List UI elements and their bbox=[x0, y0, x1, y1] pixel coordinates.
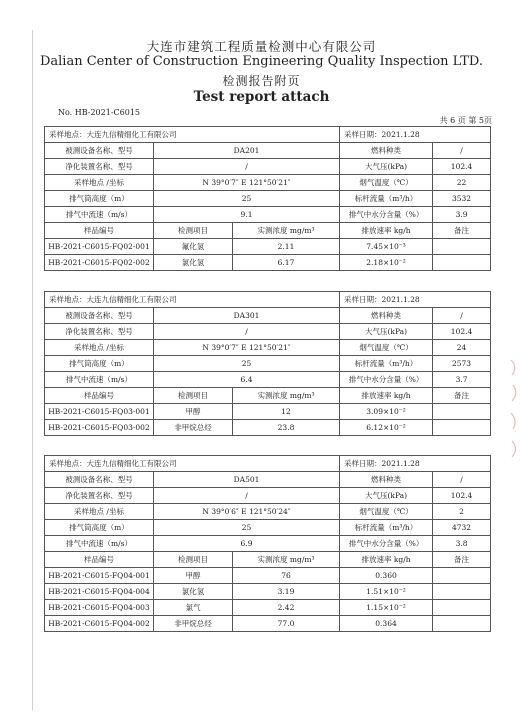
moisture-value: 3.7 bbox=[433, 372, 491, 388]
sampling-date-cell: 采样日期：2021.1.28 bbox=[340, 127, 491, 143]
velocity-value: 6.4 bbox=[154, 372, 340, 388]
purifier-value: / bbox=[154, 488, 340, 504]
sample-no-header: 样品编号 bbox=[45, 388, 154, 404]
height-label: 排气筒高度（m） bbox=[45, 191, 154, 207]
sampling-site-cell: 采样地点：大连九信精细化工有限公司 bbox=[45, 292, 340, 308]
fuel-value: / bbox=[433, 472, 491, 488]
rate-header: 排放速率 kg/h bbox=[340, 223, 433, 239]
purifier-label: 净化装置名称、型号 bbox=[45, 159, 154, 175]
conc-value: 6.17 bbox=[233, 255, 340, 271]
sample-no-header: 样品编号 bbox=[45, 223, 154, 239]
table-row bbox=[45, 239, 491, 255]
velocity-row bbox=[45, 207, 491, 223]
coords-value: N 39°0′6″ E 121°50′24″ bbox=[154, 504, 340, 520]
location-row bbox=[45, 175, 491, 191]
test-item: 氯化氢 bbox=[154, 255, 233, 271]
test-item: 非甲烷总烃 bbox=[154, 616, 233, 632]
pressure-label: 大气压(kPa) bbox=[340, 488, 433, 504]
remark-value bbox=[433, 600, 491, 616]
table-row bbox=[45, 255, 491, 271]
seam-stamp-mark bbox=[508, 355, 522, 465]
location-row bbox=[45, 340, 491, 356]
height-row bbox=[45, 191, 491, 207]
table-row bbox=[45, 600, 491, 616]
remark-value bbox=[433, 239, 491, 255]
rate-value: 0.364 bbox=[340, 616, 433, 632]
purifier-label: 净化装置名称、型号 bbox=[45, 324, 154, 340]
test-section-1 bbox=[44, 126, 491, 271]
pressure-label: 大气压(kPa) bbox=[340, 324, 433, 340]
table-row bbox=[45, 404, 491, 420]
equipment-row bbox=[45, 308, 491, 324]
height-row bbox=[45, 520, 491, 536]
moisture-label: 排气中水分含量（%） bbox=[340, 372, 433, 388]
rate-value: 6.12×10⁻² bbox=[340, 420, 433, 436]
sample-no: HB-2021-C6015-FQ04-002 bbox=[45, 616, 154, 632]
conc-header: 实测浓度 mg/m³ bbox=[233, 388, 340, 404]
location-label: 采样地点 /坐标 bbox=[45, 340, 154, 356]
location-label: 采样地点 /坐标 bbox=[45, 504, 154, 520]
equipment-value: DA501 bbox=[154, 472, 340, 488]
velocity-row bbox=[45, 372, 491, 388]
test-item-header: 检测项目 bbox=[154, 223, 233, 239]
equipment-row bbox=[45, 143, 491, 159]
purifier-value: / bbox=[154, 159, 340, 175]
site-row bbox=[45, 292, 491, 308]
conc-value: 2.11 bbox=[233, 239, 340, 255]
test-item: 氯化氢 bbox=[154, 584, 233, 600]
sample-no: HB-2021-C6015-FQ02-002 bbox=[45, 255, 154, 271]
table-row bbox=[45, 420, 491, 436]
sampling-date-cell: 采样日期：2021.1.28 bbox=[340, 456, 491, 472]
test-item-header: 检测项目 bbox=[154, 552, 233, 568]
height-value: 25 bbox=[154, 356, 340, 372]
temp-label: 烟气温度（℃） bbox=[340, 504, 433, 520]
sample-no: HB-2021-C6015-FQ04-001 bbox=[45, 568, 154, 584]
sampling-date-cell: 采样日期：2021.1.28 bbox=[340, 292, 491, 308]
flow-label: 标杆流量（m³/h） bbox=[340, 520, 433, 536]
conc-value: 2.42 bbox=[233, 600, 340, 616]
fuel-label: 燃料种类 bbox=[340, 143, 433, 159]
rate-value: 2.18×10⁻² bbox=[340, 255, 433, 271]
equipment-label: 被测设备名称、型号 bbox=[45, 472, 154, 488]
site-row bbox=[45, 127, 491, 143]
seam-stamp-icon bbox=[508, 355, 522, 465]
table-row bbox=[45, 616, 491, 632]
rate-value: 0.360 bbox=[340, 568, 433, 584]
moisture-label: 排气中水分含量（%） bbox=[340, 536, 433, 552]
conc-header: 实测浓度 mg/m³ bbox=[233, 223, 340, 239]
velocity-label: 排气中流速（m/s） bbox=[45, 372, 154, 388]
coords-value: N 39°0′7″ E 121°50′21″ bbox=[154, 175, 340, 191]
sample-no: HB-2021-C6015-FQ04-003 bbox=[45, 600, 154, 616]
velocity-value: 6.9 bbox=[154, 536, 340, 552]
org-name-en: Dalian Center of Construction Engineering Quality Inspection LTD. bbox=[39, 54, 484, 69]
remark-value bbox=[433, 404, 491, 420]
temp-value: 22 bbox=[433, 175, 491, 191]
moisture-value: 3.9 bbox=[433, 207, 491, 223]
location-label: 采样地点 /坐标 bbox=[45, 175, 154, 191]
test-item: 甲醇 bbox=[154, 568, 233, 584]
pressure-value: 102.4 bbox=[433, 324, 491, 340]
remark-header: 备注 bbox=[433, 388, 491, 404]
equipment-value: DA301 bbox=[154, 308, 340, 324]
location-row bbox=[45, 504, 491, 520]
report-number: No. HB-2021-C6015 bbox=[58, 108, 141, 117]
equipment-row bbox=[45, 472, 491, 488]
purifier-value: / bbox=[154, 324, 340, 340]
results-header-row bbox=[45, 388, 491, 404]
subtitle-cn: 检测报告附页 bbox=[222, 74, 301, 88]
conc-value: 76 bbox=[233, 568, 340, 584]
sample-no: HB-2021-C6015-FQ03-001 bbox=[45, 404, 154, 420]
flow-label: 标杆流量（m³/h） bbox=[340, 191, 433, 207]
moisture-label: 排气中水分含量（%） bbox=[340, 207, 433, 223]
temp-label: 烟气温度（℃） bbox=[340, 175, 433, 191]
equipment-label: 被测设备名称、型号 bbox=[45, 308, 154, 324]
sample-no: HB-2021-C6015-FQ04-004 bbox=[45, 584, 154, 600]
remark-value bbox=[433, 568, 491, 584]
page-indicator: 共 6 页 第 5页 bbox=[439, 116, 492, 125]
remark-value bbox=[433, 584, 491, 600]
flow-label: 标杆流量（m³/h） bbox=[340, 356, 433, 372]
rate-header: 排放速率 kg/h bbox=[340, 552, 433, 568]
table-row bbox=[45, 584, 491, 600]
conc-value: 12 bbox=[233, 404, 340, 420]
purifier-row bbox=[45, 159, 491, 175]
equipment-value: DA201 bbox=[154, 143, 340, 159]
pressure-label: 大气压(kPa) bbox=[340, 159, 433, 175]
org-name-cn: 大连市建筑工程质量检测中心有限公司 bbox=[146, 39, 377, 54]
velocity-label: 排气中流速（m/s） bbox=[45, 536, 154, 552]
sampling-site-cell: 采样地点：大连九信精细化工有限公司 bbox=[45, 127, 340, 143]
flow-value: 3532 bbox=[433, 191, 491, 207]
height-label: 排气筒高度（m） bbox=[45, 520, 154, 536]
results-header-row bbox=[45, 552, 491, 568]
velocity-row bbox=[45, 536, 491, 552]
rate-value: 7.45×10⁻³ bbox=[340, 239, 433, 255]
temp-value: 2 bbox=[433, 504, 491, 520]
rate-value: 1.51×10⁻² bbox=[340, 584, 433, 600]
height-value: 25 bbox=[154, 520, 340, 536]
sample-no: HB-2021-C6015-FQ02-001 bbox=[45, 239, 154, 255]
moisture-value: 3.8 bbox=[433, 536, 491, 552]
height-value: 25 bbox=[154, 191, 340, 207]
flow-value: 4732 bbox=[433, 520, 491, 536]
remark-value bbox=[433, 616, 491, 632]
purifier-label: 净化装置名称、型号 bbox=[45, 488, 154, 504]
site-row bbox=[45, 456, 491, 472]
test-section-2 bbox=[44, 291, 491, 436]
temp-value: 24 bbox=[433, 340, 491, 356]
sampling-site-cell: 采样地点：大连九信精细化工有限公司 bbox=[45, 456, 340, 472]
velocity-label: 排气中流速（m/s） bbox=[45, 207, 154, 223]
test-item: 氟化氢 bbox=[154, 239, 233, 255]
purifier-row bbox=[45, 324, 491, 340]
equipment-label: 被测设备名称、型号 bbox=[45, 143, 154, 159]
report-title: Test report attach bbox=[193, 89, 330, 105]
velocity-value: 9.1 bbox=[154, 207, 340, 223]
rate-value: 3.09×10⁻² bbox=[340, 404, 433, 420]
fuel-value: / bbox=[433, 143, 491, 159]
table-row bbox=[45, 568, 491, 584]
test-item: 甲醇 bbox=[154, 404, 233, 420]
rate-header: 排放速率 kg/h bbox=[340, 388, 433, 404]
pressure-value: 102.4 bbox=[433, 488, 491, 504]
flow-value: 2573 bbox=[433, 356, 491, 372]
test-item: 氯气 bbox=[154, 600, 233, 616]
conc-value: 77.0 bbox=[233, 616, 340, 632]
purifier-row bbox=[45, 488, 491, 504]
conc-header: 实测浓度 mg/m³ bbox=[233, 552, 340, 568]
sample-no-header: 样品编号 bbox=[45, 552, 154, 568]
fuel-label: 燃料种类 bbox=[340, 308, 433, 324]
test-section-3 bbox=[44, 455, 491, 632]
rate-value: 1.15×10⁻² bbox=[340, 600, 433, 616]
fuel-label: 燃料种类 bbox=[340, 472, 433, 488]
remark-header: 备注 bbox=[433, 552, 491, 568]
test-item: 非甲烷总烃 bbox=[154, 420, 233, 436]
conc-value: 3.19 bbox=[233, 584, 340, 600]
temp-label: 烟气温度（℃） bbox=[340, 340, 433, 356]
sample-no: HB-2021-C6015-FQ03-002 bbox=[45, 420, 154, 436]
height-label: 排气筒高度（m） bbox=[45, 356, 154, 372]
fuel-value: / bbox=[433, 308, 491, 324]
remark-header: 备注 bbox=[433, 223, 491, 239]
remark-value bbox=[433, 255, 491, 271]
conc-value: 23.8 bbox=[233, 420, 340, 436]
results-header-row bbox=[45, 223, 491, 239]
height-row bbox=[45, 356, 491, 372]
pressure-value: 102.4 bbox=[433, 159, 491, 175]
coords-value: N 39°0′7″ E 121°50′21″ bbox=[154, 340, 340, 356]
remark-value bbox=[433, 420, 491, 436]
binding-line bbox=[32, 30, 33, 710]
test-item-header: 检测项目 bbox=[154, 388, 233, 404]
